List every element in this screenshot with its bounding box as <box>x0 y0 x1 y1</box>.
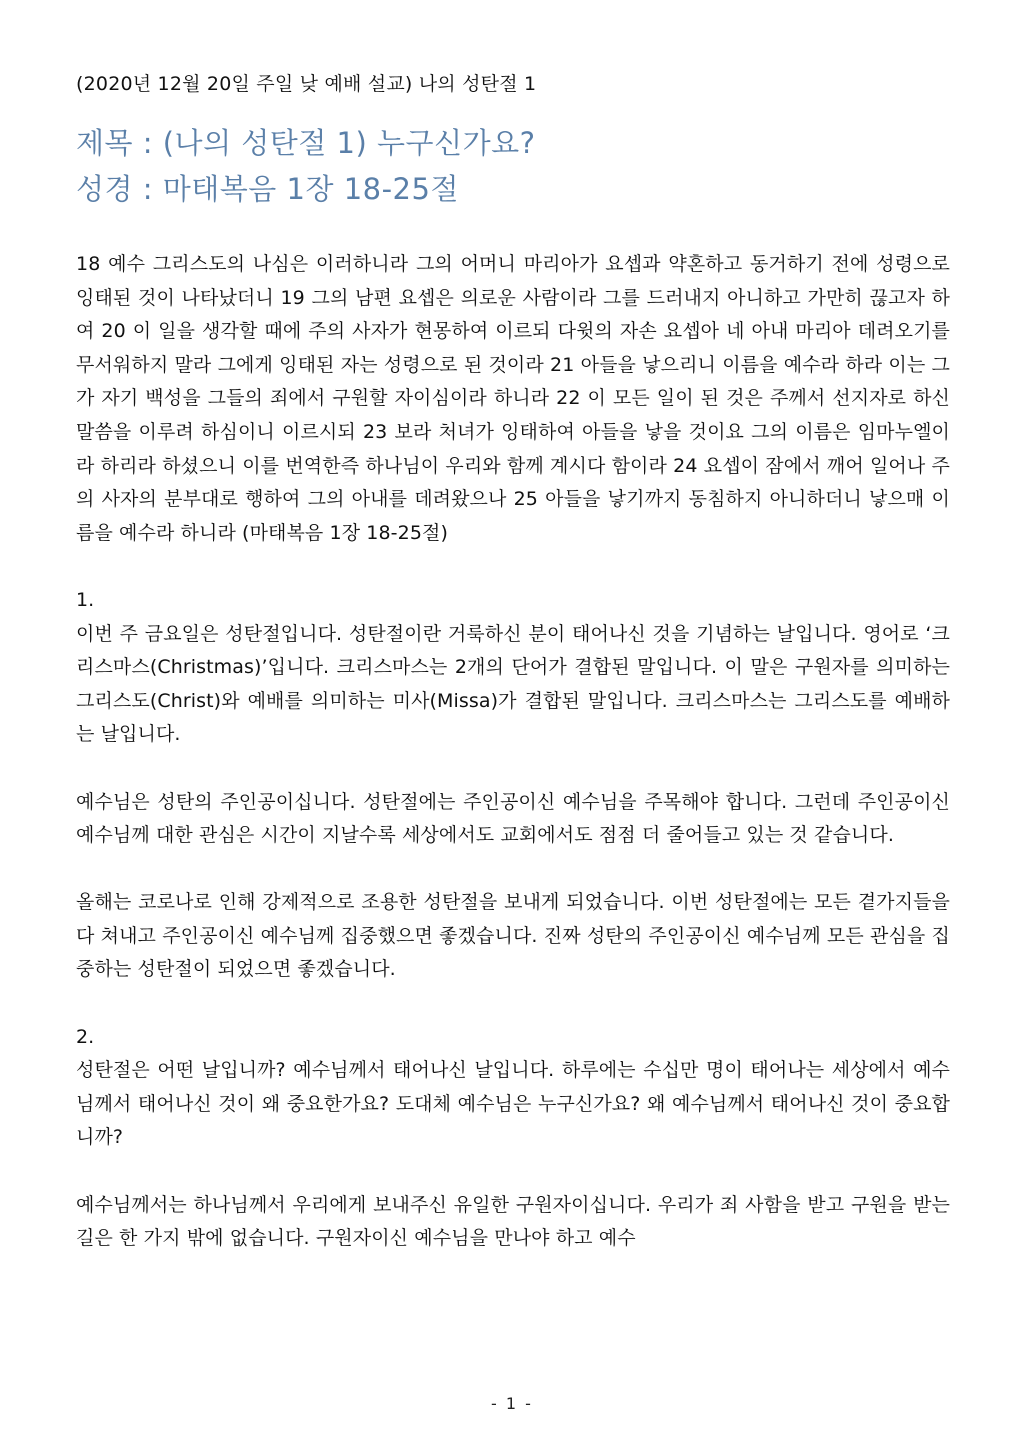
paragraph: 예수님은 성탄의 주인공이십니다. 성탄절에는 주인공이신 예수님을 주목해야 합니다. 그런데 주인공이신 예수님께 대한 관심은 시간이 지날수록 세상에서도 교회에서도 점점 더 줄어들고 있는 것 같습니다. <box>76 790 950 847</box>
paragraph: 올해는 코로나로 인해 강제적으로 조용한 성탄절을 보내게 되었습니다. 이번 성탄절에는 모든 곁가지들을 다 쳐내고 주인공이신 예수님께 집중했으면 좋겠습니다. 진짜 성탄의 주인공이신 예수님께 모든 관심을 집중하는 성탄절이 되었으면 좋겠습니다. <box>76 891 950 981</box>
section-2 <box>76 1021 950 1256</box>
paragraph: 예수님께서는 하나님께서 우리에게 보내주신 유일한 구원자이십니다. 우리가 죄 사함을 받고 구원을 받는 길은 한 가지 밖에 없습니다. 구원자이신 예수님을 만나야 하고 예수 <box>76 1193 950 1250</box>
page-number: - 1 - <box>491 1394 533 1413</box>
title-block <box>76 120 950 212</box>
document-page <box>76 68 950 1289</box>
section-1 <box>76 584 950 987</box>
sermon-title: 제목 : (나의 성탄절 1) 누구신가요? <box>76 126 536 160</box>
scripture-reference: 성경 : 마태복음 1장 18-25절 <box>76 172 459 206</box>
section-number: 1. <box>76 588 95 611</box>
section-number: 2. <box>76 1025 95 1048</box>
sermon-header: (2020년 12월 20일 주일 낮 예배 설교) 나의 성탄절 1 <box>76 73 537 95</box>
scripture-text: 18 예수 그리스도의 나심은 이러하니라 그의 어머니 마리아가 요셉과 약혼하고 동거하기 전에 성령으로 잉태된 것이 나타났더니 19 그의 남편 요셉은 의로운 사람이라 그를 드러내지 아니하고 가만히 끊고자 하여 20 이 일을 생각할 때에 주의 사자가 현몽하여 이르되 다윗의 자손 요셉아 네 아내 마리아 데려오기를 무서워하지 말라 그에게 잉태된 자는 성령으로 된 것이라 21 아들을 낳으리니 이름을 예수라 하라 이는 그가 자기 백성을 그들의 죄에서 구원할 자이심이라 하니라 22 이 모든 일이 된 것은 주께서 선지자로 하신 말씀을 이루려 하심이니 이르시되 23 보라 처녀가 잉태하여 아들을 낳을 것이요 그의 이름은 임마누엘이라 하리라 하셨으니 이를 번역한즉 하나님이 우리와 함께 계시다 함이라 24 요셉이 잠에서 깨어 일어나 주의 사자의 분부대로 행하여 그의 아내를 데려왔으나 25 아들을 낳기까지 동침하지 아니하더니 낳으매 이름을 예수라 하니라 (마태복음 1장 18-25절) <box>76 253 950 544</box>
paragraph: 이번 주 금요일은 성탄절입니다. 성탄절이란 거룩하신 분이 태어나신 것을 기념하는 날입니다. 영어로 ‘크리스마스(Christmas)’입니다. 크리스마스는 2개의 단어가 결합된 말입니다. 이 말은 구원자를 의미하는 그리스도(Christ)와 예배를 의미하는 미사(Missa)가 결합된 말입니다. 크리스마스는 그리스도를 예배하는 날입니다. <box>76 622 950 746</box>
paragraph: 성탄절은 어떤 날입니까? 예수님께서 태어나신 날입니다. 하루에는 수십만 명이 태어나는 세상에서 예수님께서 태어나신 것이 왜 중요한가요? 도대체 예수님은 누구신가요? 왜 예수님께서 태어나신 것이 중요합니까? <box>76 1059 950 1149</box>
